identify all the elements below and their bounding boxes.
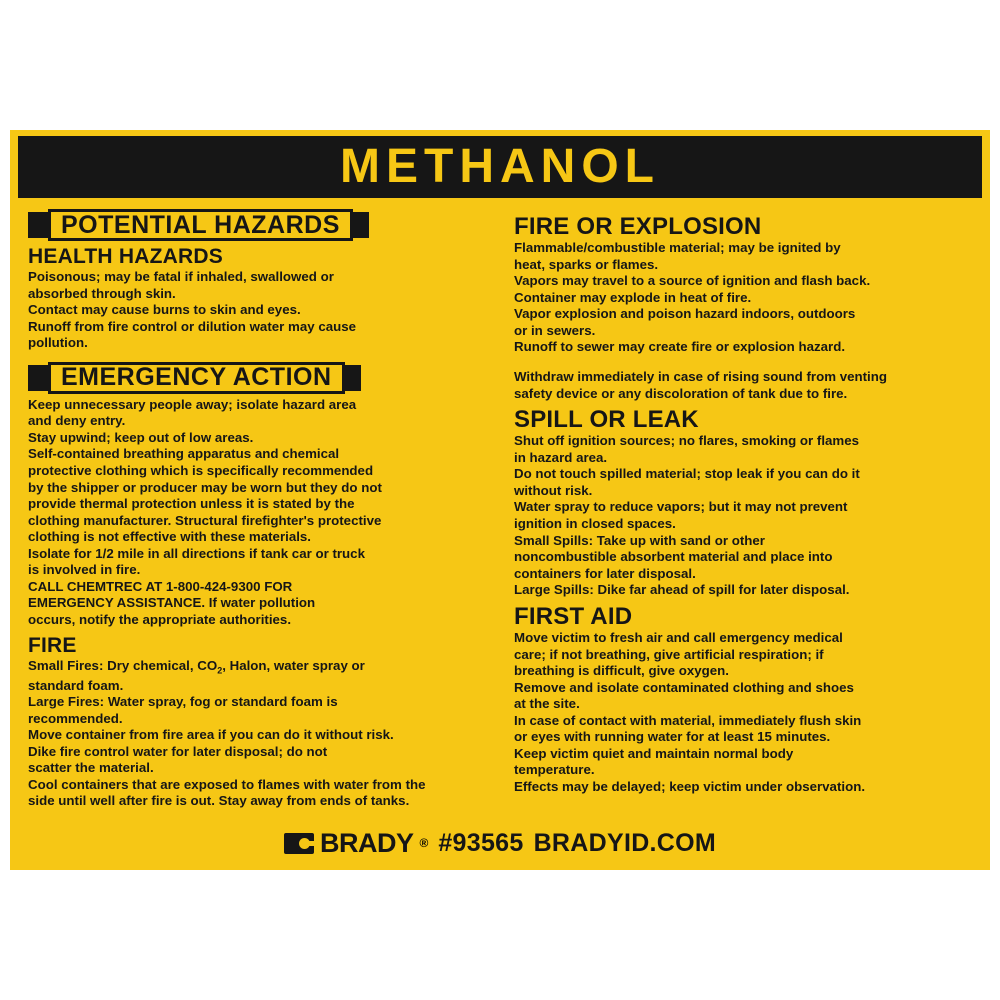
- isolate-warning-line: Isolate for 1/2 mile in all directions if tank car or truck: [28, 545, 365, 561]
- fire-explosion-line: Vapor explosion and poison hazard indoors, outdoors: [514, 306, 856, 322]
- withdraw-line: Withdraw immediately in case of rising sound from venting: [514, 369, 887, 385]
- sign-body: [10, 198, 990, 820]
- first-aid-line: In case of contact with material, immediately flush skin: [514, 712, 862, 728]
- banner-cap-right-icon: [345, 365, 361, 391]
- emergency-action-line: by the shipper or producer may be worn but they do not: [28, 479, 382, 495]
- fire-line: Cool containers that are exposed to flames with water from the: [28, 776, 426, 792]
- first-aid-line: or eyes with running water for at least 15 minutes.: [514, 729, 831, 745]
- chemtrec-line: occurs, notify the appropriate authorities.: [28, 611, 292, 627]
- emergency-action-line: and deny entry.: [28, 413, 126, 429]
- banner-emergency-action: [28, 361, 486, 395]
- brady-logo: [284, 828, 428, 859]
- spill-line: Shut off ignition sources; no flares, smoking or flames: [514, 433, 860, 449]
- emergency-action-line: protective clothing which is specifically recommended: [28, 462, 374, 478]
- spill-line: Water spray to reduce vapors; but it may not prevent: [514, 499, 848, 515]
- spill-or-leak-heading: SPILL OR LEAK: [514, 406, 699, 434]
- fire-explosion-line: Runoff to sewer may create fire or explosion hazard.: [514, 339, 846, 355]
- page-title: METHANOL: [340, 140, 660, 193]
- first-aid-line: breathing is difficult, give oxygen.: [514, 663, 729, 679]
- banner-potential-hazards: [28, 208, 486, 242]
- emergency-action-line: Self-contained breathing apparatus and chemical: [28, 446, 340, 462]
- first-aid-line: Keep victim quiet and maintain normal body: [514, 745, 794, 761]
- fire-line: Dike fire control water for later disposal; do not: [28, 743, 328, 759]
- fire-large-line: [28, 694, 486, 710]
- withdraw-line: safety device or any discoloration of tank due to fire.: [514, 385, 848, 401]
- large-spills-line: [514, 582, 972, 598]
- fire-large-cont: recommended.: [28, 710, 123, 726]
- fire-line: scatter the material.: [28, 760, 154, 776]
- emergency-action-line: Stay upwind; keep out of low areas.: [28, 429, 254, 445]
- fire-small-sub: 2: [217, 666, 223, 677]
- spill-line: without risk.: [514, 482, 593, 498]
- health-hazards-heading: HEALTH HAZARDS: [28, 245, 223, 268]
- chemtrec-rest: If water pollution: [205, 595, 316, 611]
- fire-or-explosion-heading: FIRE OR EXPLOSION: [514, 213, 762, 240]
- first-aid-line: care; if not breathing, give artificial respiration; if: [514, 646, 824, 662]
- banner-box: [48, 362, 345, 394]
- brady-wordmark: BRADY: [319, 827, 414, 858]
- health-hazards-line: Poisonous; may be fatal if inhaled, swallowed or: [28, 269, 334, 285]
- small-spills-label: Small Spills:: [514, 532, 594, 548]
- first-aid-line: temperature.: [514, 762, 595, 778]
- spill-line: ignition in closed spaces.: [514, 516, 676, 532]
- banner-box: [48, 209, 353, 241]
- fire-heading: FIRE: [28, 634, 77, 658]
- fire-explosion-line: Flammable/combustible material; may be ignited by: [514, 240, 841, 256]
- chemtrec-assistance-label: EMERGENCY ASSISTANCE.: [28, 595, 206, 611]
- website-url: BRADYID.COM: [533, 828, 717, 857]
- emergency-action-line: clothing is not effective with these materials.: [28, 529, 311, 545]
- small-spills-line: [514, 533, 972, 549]
- first-aid-line: Effects may be delayed; keep victim under observation.: [514, 778, 866, 794]
- small-spills-line: containers for later disposal.: [514, 565, 696, 581]
- banner-cap-right-icon: [353, 212, 369, 238]
- first-aid-line: at the site.: [514, 696, 580, 712]
- first-aid-heading: FIRST AID: [514, 602, 633, 630]
- health-hazards-line: Contact may cause burns to skin and eyes.: [28, 302, 301, 318]
- small-spills-text: Take up with sand or other: [593, 532, 765, 548]
- fire-large-label: Large Fires:: [28, 694, 105, 710]
- health-hazards-line: absorbed through skin.: [28, 285, 176, 301]
- emergency-action-line: Keep unnecessary people away; isolate hazard area: [28, 396, 357, 412]
- fire-large-text: Water spray, fog or standard foam is: [104, 694, 338, 710]
- registered-trademark-icon: ®: [419, 836, 429, 850]
- fire-line: side until well after fire is out. Stay away from ends of tanks.: [28, 793, 410, 809]
- fire-small-label: Small Fires:: [28, 658, 104, 674]
- spill-line: in hazard area.: [514, 449, 608, 465]
- chemtrec-line: CALL CHEMTREC AT 1-800-424-9300 FOR: [28, 578, 293, 594]
- fire-explosion-line: heat, sparks or flames.: [514, 256, 659, 272]
- fire-small-cont: standard foam.: [28, 677, 124, 693]
- health-hazards-line: pollution.: [28, 335, 88, 351]
- large-spills-text: Dike far ahead of spill for later disposal.: [593, 582, 850, 598]
- fire-small-text2: , Halon, water spray or: [222, 658, 365, 674]
- right-column: [500, 204, 972, 820]
- part-number: #93565: [438, 828, 524, 857]
- health-hazards-line: Runoff from fire control or dilution water may cause: [28, 318, 357, 334]
- fire-explosion-line: Container may explode in heat of fire.: [514, 289, 752, 305]
- left-column: [28, 204, 500, 820]
- fire-small-line: [28, 658, 486, 676]
- chemtrec-line-2: [28, 595, 486, 611]
- first-aid-line: Remove and isolate contaminated clothing and shoes: [514, 679, 854, 695]
- banner-potential-hazards-label: POTENTIAL HAZARDS: [61, 210, 340, 239]
- emergency-action-line: provide thermal protection unless it is stated by the: [28, 496, 355, 512]
- sign-title-bar: [18, 136, 982, 198]
- fire-explosion-line: Vapors may travel to a source of ignition and flash back.: [514, 273, 871, 289]
- first-aid-line: Move victim to fresh air and call emergency medical: [514, 629, 843, 645]
- brady-mark-icon: [284, 833, 314, 854]
- large-spills-label: Large Spills:: [514, 582, 594, 598]
- fire-explosion-line: or in sewers.: [514, 322, 596, 338]
- right-column-spacer: [514, 204, 972, 210]
- small-spills-line: noncombustible absorbent material and place into: [514, 549, 833, 565]
- hazard-sign: [10, 130, 990, 870]
- banner-cap-left-icon: [28, 365, 48, 391]
- banner-cap-left-icon: [28, 212, 48, 238]
- fire-small-text: Dry chemical, CO: [103, 658, 218, 674]
- banner-emergency-action-label: EMERGENCY ACTION: [61, 363, 332, 392]
- fire-line: Move container from fire area if you can do it without risk.: [28, 727, 394, 743]
- spill-line: Do not touch spilled material; stop leak if you can do it: [514, 466, 860, 482]
- sign-footer: [10, 820, 990, 870]
- emergency-action-line: clothing manufacturer. Structural firefighter's protective: [28, 512, 382, 528]
- isolate-warning-line: is involved in fire.: [28, 562, 141, 578]
